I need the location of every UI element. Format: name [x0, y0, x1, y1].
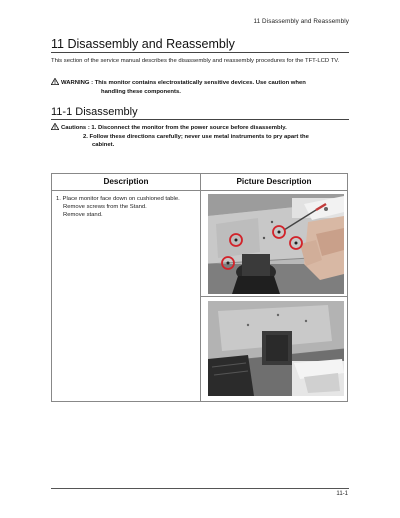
step-line-3: Remove stand. [63, 211, 103, 218]
title-divider [51, 52, 349, 53]
step-line-2: Remove screws from the Stand. [63, 203, 147, 210]
page-title: 11 Disassembly and Reassembly [51, 37, 235, 51]
cautions-note [51, 123, 349, 149]
picture-divider [201, 296, 347, 297]
warning-line-1: WARNING : This monitor contains electrostatically sensitive devices. Use caution when [61, 80, 306, 86]
intro-paragraph: This section of the service manual describes the disassembly and reassembly procedures for the TFT-LCD TV. [51, 58, 340, 64]
step-description [56, 196, 196, 220]
running-header: 11 Disassembly and Reassembly [253, 18, 349, 25]
caution-line-1: Cautions : 1. Disconnect the monitor from the power source before disassembly. [61, 125, 287, 131]
caution-line-3: cabinet. [92, 141, 115, 148]
subsection-divider [51, 119, 349, 120]
column-header-description: Description [103, 177, 149, 186]
caution-line-2: 2. Follow these directions carefully; never use metal instruments to pry apart the [83, 133, 309, 140]
column-header-picture: Picture Description [236, 177, 312, 186]
column-divider [200, 174, 201, 401]
stand-screws-photo [208, 194, 344, 294]
warning-note [51, 78, 349, 97]
page-number: 11-1 [336, 491, 348, 497]
step-line-1: 1. Place monitor face down on cushioned table. [56, 196, 180, 202]
stand-removed-photo [208, 301, 344, 396]
warning-line-2: handling these components. [101, 88, 181, 95]
footer-divider [51, 488, 349, 489]
warning-icon [51, 78, 59, 89]
subsection-title: 11-1 Disassembly [51, 106, 138, 118]
disassembly-table [51, 173, 348, 402]
caution-icon [51, 123, 59, 134]
